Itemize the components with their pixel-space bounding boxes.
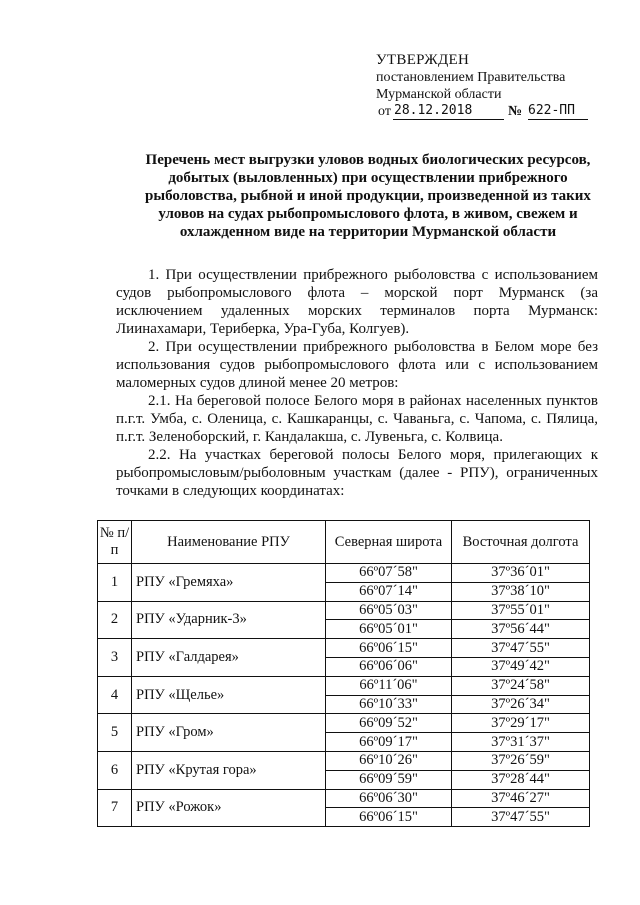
row-lat: 66º09´59" (326, 770, 452, 789)
row-lat: 66º06´06" (326, 657, 452, 676)
row-name: РПУ «Рожок» (132, 789, 326, 827)
table-row (98, 601, 590, 620)
row-lon: 37º46´27" (452, 789, 590, 808)
row-lon: 37º29´17" (452, 714, 590, 733)
table-row (98, 564, 590, 583)
table-row (98, 714, 590, 733)
row-num: 2 (98, 601, 132, 639)
row-lon: 37º47´55" (452, 639, 590, 658)
row-num: 5 (98, 714, 132, 752)
row-name: РПУ «Крутая гора» (132, 751, 326, 789)
row-lon: 37º28´44" (452, 770, 590, 789)
approval-authority: постановлением Правительства (376, 70, 566, 85)
paragraph-2-2: 2.2. На участках береговой полосы Белого моря, прилегающих к рыбопромысловым/рыболовным участкам (далее - РПУ), ограниченных точками в следующих координатах: (116, 447, 598, 499)
row-lon: 37º24´58" (452, 676, 590, 695)
approval-number: 622-ПП (528, 102, 588, 120)
row-name: РПУ «Щелье» (132, 676, 326, 714)
row-lat: 66º05´01" (326, 620, 452, 639)
document-body (116, 266, 598, 500)
approval-date-number (376, 103, 626, 122)
row-lon: 37º56´44" (452, 620, 590, 639)
row-lon: 37º36´01" (452, 564, 590, 583)
approval-block (376, 52, 626, 122)
row-lat: 66º06´15" (326, 808, 452, 827)
table-row (98, 676, 590, 695)
row-lat: 66º10´33" (326, 695, 452, 714)
row-lat: 66º09´52" (326, 714, 452, 733)
row-name: РПУ «Ударник-3» (132, 601, 326, 639)
approval-heading: УТВЕРЖДЕН (376, 52, 470, 68)
approval-region: Мурманской области (376, 87, 502, 102)
row-lon: 37º55´01" (452, 601, 590, 620)
row-num: 6 (98, 751, 132, 789)
header-name: Наименование РПУ (132, 521, 326, 564)
table-row (98, 639, 590, 658)
row-num: 7 (98, 789, 132, 827)
document-title: Перечень мест выгрузки уловов водных биологических ресурсов, добытых (выловленных) при осуществлении прибрежного рыболовства, рыбной и иной продукции, произведенной из таких уловов на судах рыбопромыслового флота, в живом, свежем и охлажденном виде на территории Мурманской области (145, 152, 591, 240)
table-row (98, 789, 590, 808)
paragraph-2: 2. При осуществлении прибрежного рыболовства в Белом море без использования судов рыбопромыслового флота или с использованием маломерных судов длиной менее 20 метров: (116, 339, 598, 391)
row-lon: 37º38´10" (452, 582, 590, 601)
paragraph-1: 1. При осуществлении прибрежного рыболовства с использованием судов рыбопромыслового флота – морской порт Мурманск (за исключением удаленных морских терминалов порта Мурманск: Лиинахамари, Териберка, Ура-Губа, Колгуев). (116, 267, 598, 337)
approval-date: 28.12.2018 (393, 102, 504, 120)
table-header-row (98, 521, 590, 564)
row-lon: 37º26´59" (452, 751, 590, 770)
table-row (98, 751, 590, 770)
row-lon: 37º26´34" (452, 695, 590, 714)
header-lon: Восточная долгота (452, 521, 590, 564)
row-lon: 37º47´55" (452, 808, 590, 827)
row-lat: 66º07´58" (326, 564, 452, 583)
header-lat: Северная широта (326, 521, 452, 564)
paragraph-2-1: 2.1. На береговой полосе Белого моря в районах населенных пунктов п.г.т. Умба, с. Оленица, с. Кашкаранцы, с. Чаваньга, с. Чапома, с. Пялица, п.г.т. Зеленоборский, г. Кандалакша, с. Лувеньга, с. Колвица. (116, 393, 598, 445)
header-num: № п/п (98, 521, 132, 564)
row-name: РПУ «Галдарея» (132, 639, 326, 677)
row-lon: 37º31´37" (452, 733, 590, 752)
coordinates-table (97, 520, 590, 827)
row-lat: 66º11´06" (326, 676, 452, 695)
row-lat: 66º05´03" (326, 601, 452, 620)
date-prefix: от (378, 104, 391, 119)
row-name: РПУ «Гром» (132, 714, 326, 752)
row-lat: 66º07´14" (326, 582, 452, 601)
row-lat: 66º06´30" (326, 789, 452, 808)
row-lat: 66º06´15" (326, 639, 452, 658)
row-lat: 66º09´17" (326, 733, 452, 752)
row-lat: 66º10´26" (326, 751, 452, 770)
row-num: 1 (98, 564, 132, 602)
row-num: 4 (98, 676, 132, 714)
row-name: РПУ «Гремяха» (132, 564, 326, 602)
number-sign: № (508, 104, 523, 119)
row-lon: 37º49´42" (452, 657, 590, 676)
row-num: 3 (98, 639, 132, 677)
